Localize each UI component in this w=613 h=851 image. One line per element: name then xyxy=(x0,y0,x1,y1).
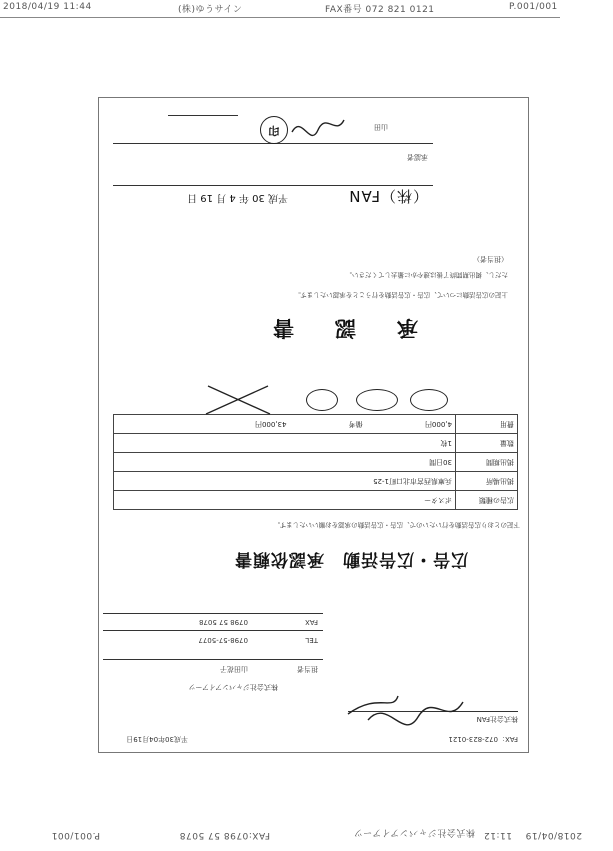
seal-stamp-char: 印 xyxy=(268,124,280,137)
document-frame xyxy=(98,97,529,753)
fax-footer-page: P.001/001 xyxy=(51,830,100,840)
approval-title: 承 認 書 xyxy=(263,316,418,340)
intro-text: 下記のとおり広告活動を行いたいので、広告・広告活動の承認をお願いいたします。 xyxy=(273,521,520,529)
hand-circle-1 xyxy=(410,389,448,411)
approver-signature-mark xyxy=(288,110,348,140)
hand-circle-2 xyxy=(356,389,398,411)
approval-date-rule xyxy=(113,185,433,186)
cost-extra-value: 43,000円 xyxy=(254,420,287,428)
applicant-rule-3 xyxy=(103,613,323,614)
applicant-company: 株式会社ジャパンアイアーツ xyxy=(188,683,278,691)
fax-header-rule xyxy=(0,17,560,18)
approval-note: （担当者） xyxy=(473,255,508,263)
application-form-table xyxy=(113,414,518,510)
form-row xyxy=(114,491,518,510)
fax-header-sender: (株)ゆうサイン xyxy=(178,5,243,15)
form-row-value: 兵庫県西宮市北口町1-25 xyxy=(114,472,456,491)
approval-text-1: 上記の広告活動について、広告・広告活動を行うことを承認いたします。 xyxy=(294,291,508,299)
fax-footer-sender: 株式会社ジャパンアイアーツ xyxy=(353,827,475,837)
form-row-label: 掲出場所 xyxy=(456,472,518,491)
applicant-tel: 0798-57-5077 xyxy=(198,636,248,644)
form-row xyxy=(114,453,518,472)
fax-footer xyxy=(30,826,590,840)
form-row xyxy=(114,472,518,491)
approver-name: 山田 xyxy=(374,123,388,131)
form-row-label: 広告の種類 xyxy=(456,491,518,510)
fax-header-datetime: 2018/04/19 11:44 xyxy=(3,2,92,12)
cost-extra-label: 備考 xyxy=(348,420,363,428)
approver-label: 承認者 xyxy=(407,153,428,161)
form-row-value: 30日間 xyxy=(114,453,456,472)
applicant-rule-1 xyxy=(103,659,323,660)
signature-mark xyxy=(338,688,468,732)
hand-circle-3 xyxy=(306,389,338,411)
fax-header-page: P.001/001 xyxy=(509,2,558,12)
fax-footer-time: 11:12 xyxy=(483,830,512,840)
cross-out-mark xyxy=(198,382,278,418)
cost-value: 4,000円 xyxy=(424,420,452,428)
form-row-value: ポスター xyxy=(114,491,456,510)
seal-stamp xyxy=(260,116,288,144)
form-row-label: 費用 xyxy=(456,415,518,434)
applicant-rule-2 xyxy=(103,630,323,631)
approval-date: 平成 30 年 4 月 19 日 xyxy=(187,192,288,203)
document-title: 広告・広告活動 承認依頼書 xyxy=(234,549,468,569)
form-row xyxy=(114,434,518,453)
form-row-value xyxy=(114,415,456,434)
approval-company: （株）FAN xyxy=(348,187,428,205)
document-rotated xyxy=(99,98,528,752)
form-row-label: 掲出期間 xyxy=(456,453,518,472)
applicant-name-label: 担当者 xyxy=(297,665,318,673)
form-row-label: 数量 xyxy=(456,434,518,453)
fax-footer-number: FAX:0798 57 5078 xyxy=(179,830,270,840)
fax-header-number: FAX番号 072 821 0121 xyxy=(325,5,435,15)
recipient: 株式会社FAN xyxy=(476,715,518,723)
approval-text-2: ただし、掲出期間終了後は速やかに撤去してください。 xyxy=(345,271,508,279)
document-date: 平成30年04月19日 xyxy=(126,735,188,743)
applicant-fax-label: FAX xyxy=(305,618,318,626)
stamp-rule xyxy=(168,115,238,116)
fax-to-line: FAX：072-823-0121 xyxy=(448,735,518,743)
applicant-tel-label: TEL xyxy=(305,636,318,644)
applicant-fax: 0798 57 5078 xyxy=(199,618,248,626)
form-row-value: 1枚 xyxy=(114,434,456,453)
form-row xyxy=(114,415,518,434)
applicant-name: 山田花子 xyxy=(220,665,248,673)
fax-footer-datetime: 2018/04/19 xyxy=(525,830,582,840)
